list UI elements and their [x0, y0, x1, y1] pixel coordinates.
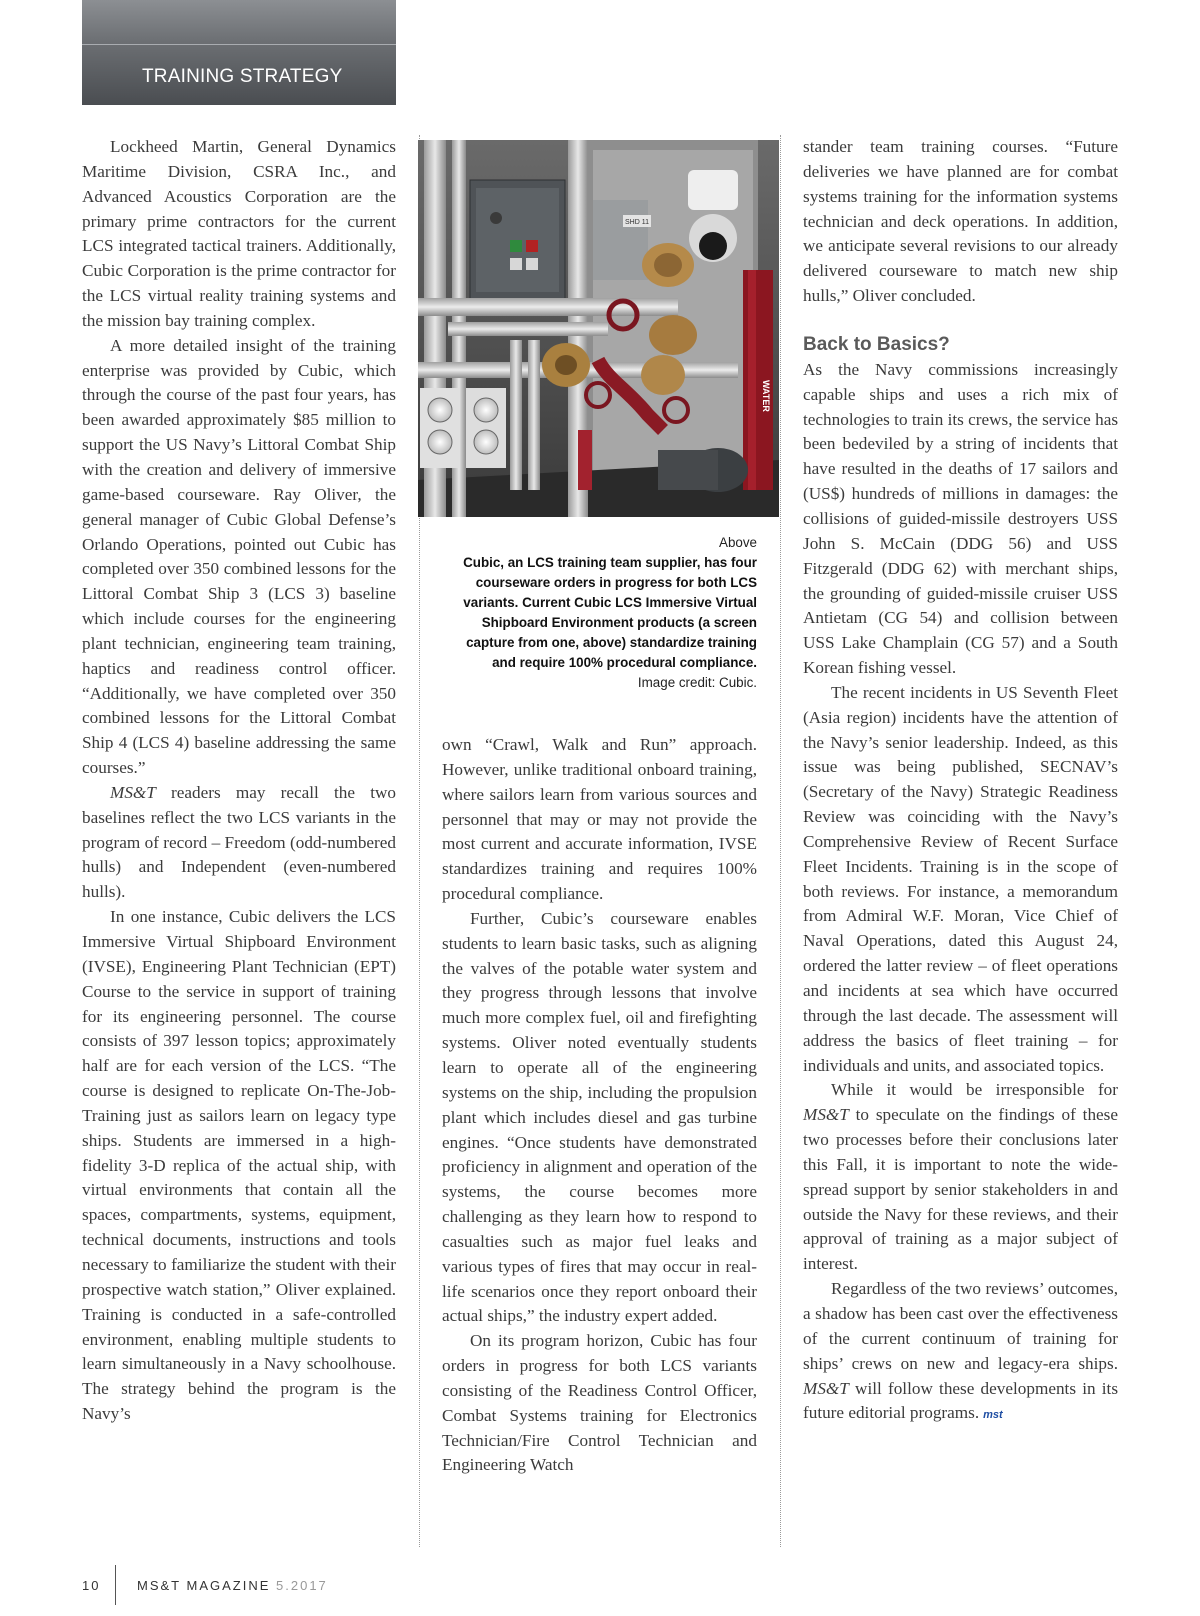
paragraph: MS&T readers may recall the two baselines reflect the two LCS variants in the program of record – Freedom (odd-numbered hulls) and Independent (even-numbered hulls). [82, 782, 396, 902]
publication-name: MS&T [110, 782, 156, 802]
end-of-article-logo: mst [983, 1409, 1003, 1422]
paragraph: Further, Cubic’s courseware enables students to learn basic tasks, such as aligning the valves of the potable water system and they progress through lessons that involve much more complex fuel, oil and firefighting systems. Oliver noted eventually students learn to operate all of the engineering systems on the ship, including the propulsion plant which includes diesel and gas turbine engines. “Once students have demonstrated proficiency in alignment and operation of the systems, the course becomes more challenging as they learn how to respond to casualties such as major fuel leaks and various types of fires that may occur in real-life scenarios once they report onboard their actual ships,” the industry expert added. [442, 908, 757, 1326]
engine-room-screenshot-image [418, 140, 779, 517]
section-header-band [82, 0, 396, 105]
paragraph: A more detailed insight of the training enterprise was provided by Cubic, which through the course of the past four years, has been awarded approximately $85 million to support the US Navy’s Littoral Combat Ship with the creation and delivery of immersive game-based courseware. Ray Oliver, the general manager of Cubic Global Defense’s Orlando Operations, pointed out Cubic has completed over 350 combined lessons for the Littoral Combat Ship 3 (LCS 3) baseline which include courses for the engineering plant technician, engineering team training, haptics and readiness control officer. “Additionally, we have completed over 350 combined lessons for the Littoral Combat Ship 4 (LCS 4) baseline addressing the same courses.” [82, 335, 396, 778]
article-column-2 [442, 733, 757, 1478]
paragraph: Regardless of the two reviews’ outcomes, a shadow has been cast over the effectiveness of the current continuum of training for ships’ crews on new and legacy-era ships. MS&T will follow these developments in its future editorial programs. mst [803, 1279, 1119, 1423]
paragraph: In one instance, Cubic delivers the LCS Immersive Virtual Shipboard Environment (IVSE), Engineering Plant Technician (EPT) Course to the service in support of training for its engineering personnel. The course consists of 397 lesson topics; approximately half are for each version of the LCS. “The course is designed to replicate On-The-Job-Training just as sailors learn on legacy type ships. Students are immersed in a high-fidelity 3-D replica of the actual ship, with virtual environments that contain all the spaces, compartments, systems, equipment, technical documents, instructions and tools necessary to familiarize the student with their prospective watch station,” Oliver explained. Training is conducted in a safe-controlled environment, enabling multiple students to learn simultaneously in a Navy schoolhouse. The strategy behind the program is the Navy’s [82, 907, 396, 1424]
caption-credit: Image credit: Cubic. [637, 675, 757, 690]
caption-lead: Above [719, 535, 757, 550]
column-rule-right [780, 135, 781, 1547]
paragraph: While it would be irresponsible for MS&T to speculate on the findings of these two processes before their conclusions later this Fall, it is important to note the wide-spread support by senior stakeholders in and outside the Navy for these reviews, and their approval of training as a major subject of interest. [803, 1080, 1118, 1274]
page-footer [82, 1565, 482, 1605]
caption-body: Cubic, an LCS training team supplier, has four courseware orders in progress for both LCS variants. Current Cubic LCS Immersive Virtual Shipboard Environment products (a screen capture from one, above) standardize training and require 100% procedural compliance. [463, 555, 757, 670]
page-number: 10 [82, 1578, 101, 1593]
publication-name: MS&T [803, 1105, 849, 1125]
footer-divider [115, 1565, 116, 1605]
issue-date: 5.2017 [276, 1578, 328, 1593]
article-column-1 [82, 135, 396, 1427]
paragraph: own “Crawl, Walk and Run” approach. However, unlike traditional onboard training, where sailors learn from various sources and personnel that may or may not provide the most current and accurate information, IVSE standardizes training and requires 100% procedural compliance. [442, 735, 757, 904]
paragraph: As the Navy commissions increasingly capable ships and uses a rich mix of technologies to train its crews, the service has been bedeviled by a string of incidents that have resulted in the deaths of 17 sailors and (US$) hundreds of millions in damages: the collisions of guided-missile destroyers USS John S. McCain (DDG 56) and USS Fitzgerald (DDG 62) with merchant ships, the grounding of guided-missile cruiser USS Antietam (CG 54) and collision between USS Lake Champlain (CG 57) and a South Korean fishing vessel. [803, 359, 1119, 678]
image-caption [442, 533, 757, 693]
subheading: Back to Basics? [803, 333, 950, 355]
pipe-label: WATER [761, 380, 771, 412]
magazine-name: MS&T MAGAZINE 5.2017 [137, 1578, 328, 1593]
paragraph: On its program horizon, Cubic has four orders in progress for both LCS variants consisting of the Readiness Control Officer, Combat Systems training for Electronics Technician/Fire Control Technician and Engineering Watch [442, 1331, 757, 1475]
article-column-3 [803, 135, 1118, 1428]
paragraph: stander team training courses. “Future deliveries we have planned are for combat systems training for the information systems technician and deck operations. In addition, we anticipate several revisions to our already delivered courseware to match new ship hulls,” Oliver concluded. [803, 137, 1118, 306]
section-title: TRAINING STRATEGY [142, 66, 343, 87]
header-divider [82, 44, 396, 45]
paragraph: Lockheed Martin, General Dynamics Maritime Division, CSRA Inc., and Advanced Acoustics Corporation are the primary prime contractors for the current LCS integrated tactical trainers. Additionally, Cubic Corporation is the prime contractor for the LCS virtual reality training systems and the mission bay training complex. [82, 137, 396, 330]
paragraph: The recent incidents in US Seventh Fleet (Asia region) incidents have the attention of the Navy’s senior leadership. Indeed, as this issue was being published, SECNAV’s (Secretary of the Navy) Strategic Readiness Review was coinciding with the Navy’s Comprehensive Review of Recent Surface Fleet Incidents. Training is in the scope of both reviews. For instance, a memorandum from Admiral W.F. Moran, Vice Chief of Naval Operations, dated this August 24, ordered the latter review – of fleet operations and incidents at sea which have occurred through the last decade. The assessment will address the basics of fleet training – for individuals and units, and associated topics. [803, 682, 1118, 1075]
publication-name: MS&T [803, 1378, 849, 1398]
equipment-sign-label: SHD 11 [625, 219, 649, 226]
